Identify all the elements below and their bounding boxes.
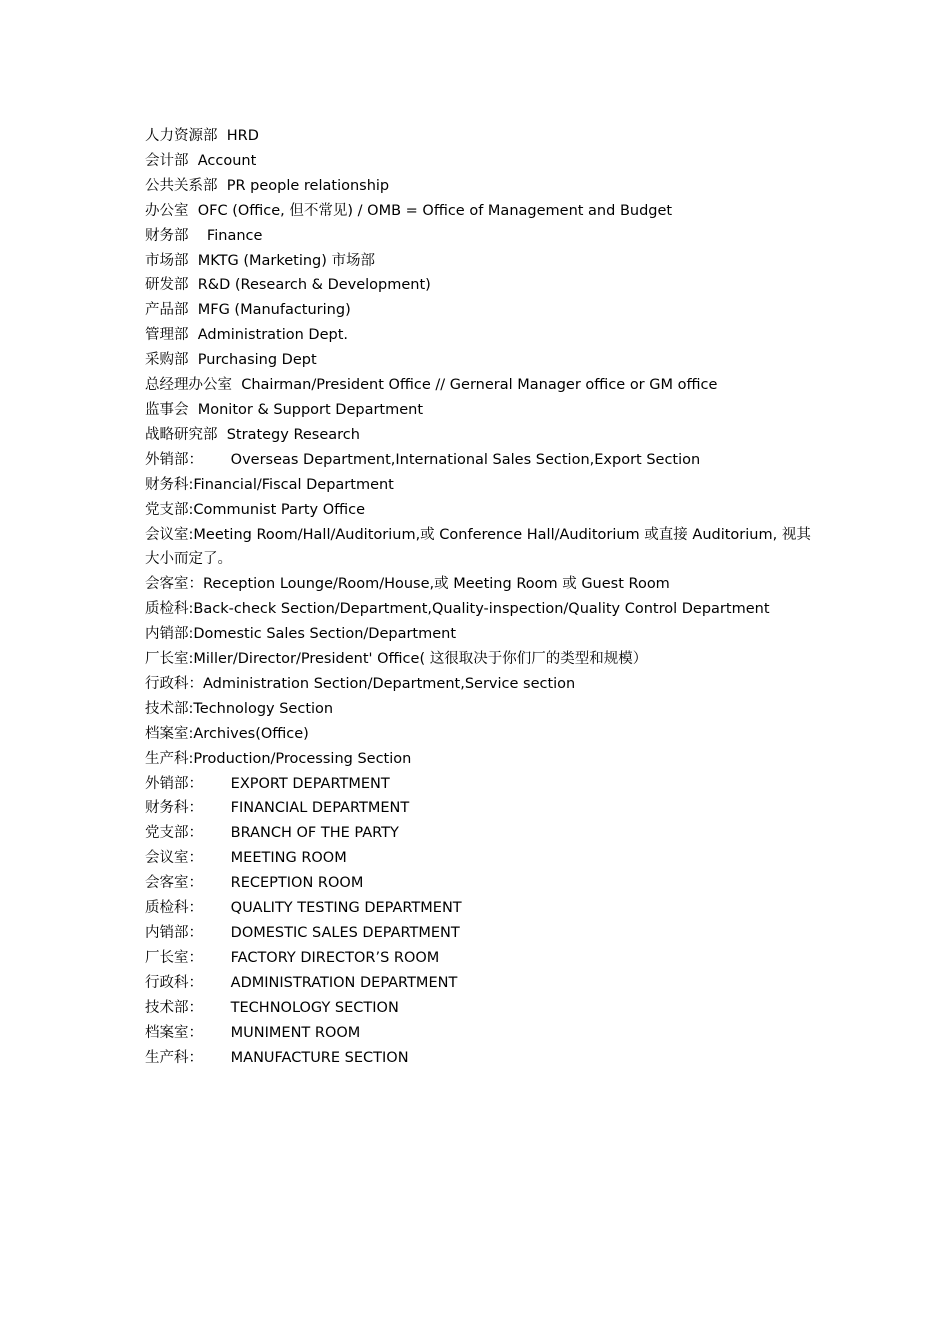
text-line: 技术部:Technology Section: [145, 700, 334, 717]
text-line: 生产科:Production/Processing Section: [145, 750, 412, 767]
text-line: 总经理办公室 Chairman/President Office // Gerneral Manager office or GM office: [145, 377, 718, 394]
text-line: 财务科： FINANCIAL DEPARTMENT: [145, 800, 410, 817]
text-line: 厂长室： FACTORY DIRECTOR’S ROOM: [145, 949, 440, 966]
text-line: 行政科： ADMINISTRATION DEPARTMENT: [145, 974, 458, 991]
text-line: 市场部 MKTG (Marketing) 市场部: [145, 252, 376, 269]
text-line: 公共关系部 PR people relationship: [145, 177, 390, 194]
document-body: [145, 124, 815, 1070]
text-line: 档案室： MUNIMENT ROOM: [145, 1024, 361, 1041]
text-line: 党支部:Communist Party Office: [145, 501, 366, 518]
text-line: 内销部:Domestic Sales Section/Department: [145, 626, 457, 643]
text-line: 技术部： TECHNOLOGY SECTION: [145, 999, 399, 1016]
text-line: 质检科： QUALITY TESTING DEPARTMENT: [145, 900, 462, 917]
text-line: 人力资源部 HRD: [145, 128, 259, 144]
text-line: 厂长室:Miller/Director/President' Office( 这很取决于你们厂的类型和规模）: [145, 651, 648, 668]
text-line: 管理部 Administration Dept.: [145, 327, 349, 344]
text-line: 财务科:Financial/Fiscal Department: [145, 476, 394, 493]
text-line: 党支部： BRANCH OF THE PARTY: [145, 825, 399, 842]
text-line: 监事会 Monitor & Support Department: [145, 401, 424, 418]
text-line: 档案室:Archives(Office): [145, 725, 309, 742]
text-line: 会议室:Meeting Room/Hall/Auditorium,或 Conference Hall/Auditorium 或直接 Auditorium, 视其大小而定了。: [145, 526, 811, 568]
text-line: 外销部： Overseas Department,International Sales Section,Export Section: [145, 451, 701, 468]
text-line: 办公室 OFC (Office, 但不常见) / OMB = Office of Management and Budget: [145, 202, 673, 219]
text-line: 财务部 Finance: [145, 227, 263, 244]
text-line: 内销部： DOMESTIC SALES DEPARTMENT: [145, 925, 460, 941]
text-line: 会计部 Account: [145, 152, 257, 169]
text-line: 行政科：Administration Section/Department,Service section: [145, 675, 576, 692]
text-line: 研发部 R&D (Research & Development): [145, 277, 431, 294]
text-line: 生产科： MANUFACTURE SECTION: [145, 1049, 409, 1066]
text-line: 会议室： MEETING ROOM: [145, 850, 347, 867]
text-line: 战略研究部 Strategy Research: [145, 426, 360, 443]
text-line: 产品部 MFG (Manufacturing): [145, 302, 351, 319]
text-line: 会客室： RECEPTION ROOM: [145, 875, 364, 892]
text-line: 质检科:Back-check Section/Department,Quality-inspection/Quality Control Department: [145, 601, 770, 618]
text-line: 外销部： EXPORT DEPARTMENT: [145, 775, 390, 792]
text-line: 会客室：Reception Lounge/Room/House,或 Meeting Room 或 Guest Room: [145, 576, 670, 593]
text-line: 采购部 Purchasing Dept: [145, 352, 317, 369]
